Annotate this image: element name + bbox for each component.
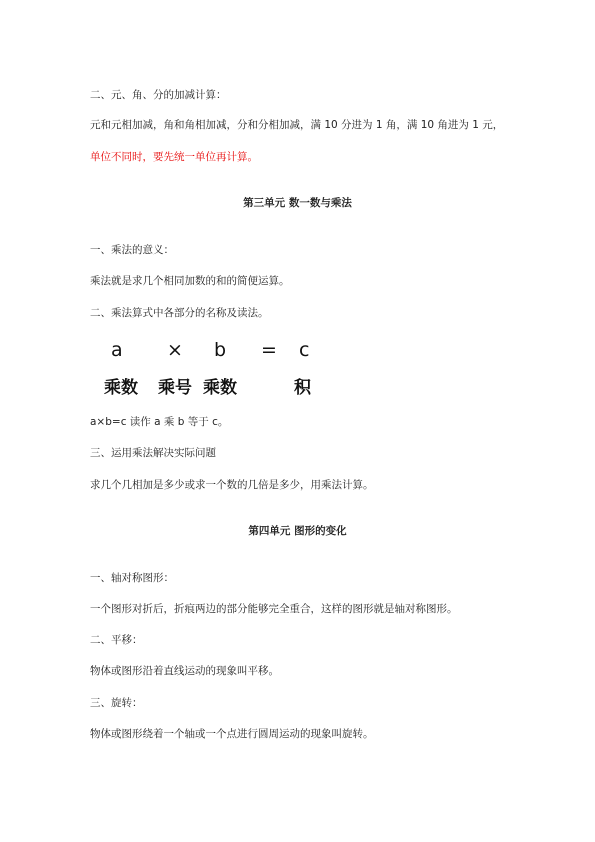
formula-label-c: 积 (294, 378, 311, 398)
formula-a: a (111, 339, 123, 361)
section2-text: 元和元相加减，角和角相加减，分和分相加减，满 10 分进为 1 角，满 10 角进为 1 元， (90, 119, 504, 131)
section2-note: 单位不同时，要先统一单位再计算。 (90, 151, 258, 163)
unit3-item2-title: 二、乘法算式中各部分的名称及读法。 (90, 307, 269, 319)
unit3-item3-text: 求几个几相加是多少或求一个数的几倍是多少，用乘法计算。 (90, 479, 374, 491)
formula-times: × (167, 339, 183, 361)
unit4-item1-title: 一、轴对称图形： (90, 572, 174, 584)
unit3-item1-title: 一、乘法的意义： (90, 244, 174, 256)
unit4-item1-text: 一个图形对折后，折痕两边的部分能够完全重合，这样的图形就是轴对称图形。 (90, 603, 458, 615)
formula-label-b: 乘数 (203, 378, 237, 398)
formula-label-times: 乘号 (158, 378, 192, 398)
unit3-item1-text: 乘法就是求几个相同加数的和的简便运算。 (90, 275, 290, 287)
unit4-item2-text: 物体或图形沿着直线运动的现象叫平移。 (90, 665, 279, 677)
unit4-heading: 第四单元 图形的变化 (248, 525, 347, 537)
unit4-item3-title: 三、旋转： (90, 697, 143, 709)
unit3-heading: 第三单元 数一数与乘法 (243, 197, 352, 209)
unit3-reading: a×b=c 读作 a 乘 b 等于 c。 (90, 416, 229, 428)
formula-equals: = (261, 339, 277, 361)
unit4-item2-title: 二、平移： (90, 634, 143, 646)
unit3-item3-title: 三、运用乘法解决实际问题 (90, 447, 216, 459)
section2-title: 二、元、角、分的加减计算： (90, 89, 227, 101)
formula-b: b (214, 339, 227, 361)
formula-c: c (299, 339, 310, 361)
unit4-item3-text: 物体或图形绕着一个轴或一个点进行圆周运动的现象叫旋转。 (90, 728, 374, 740)
formula-label-a: 乘数 (104, 378, 138, 398)
